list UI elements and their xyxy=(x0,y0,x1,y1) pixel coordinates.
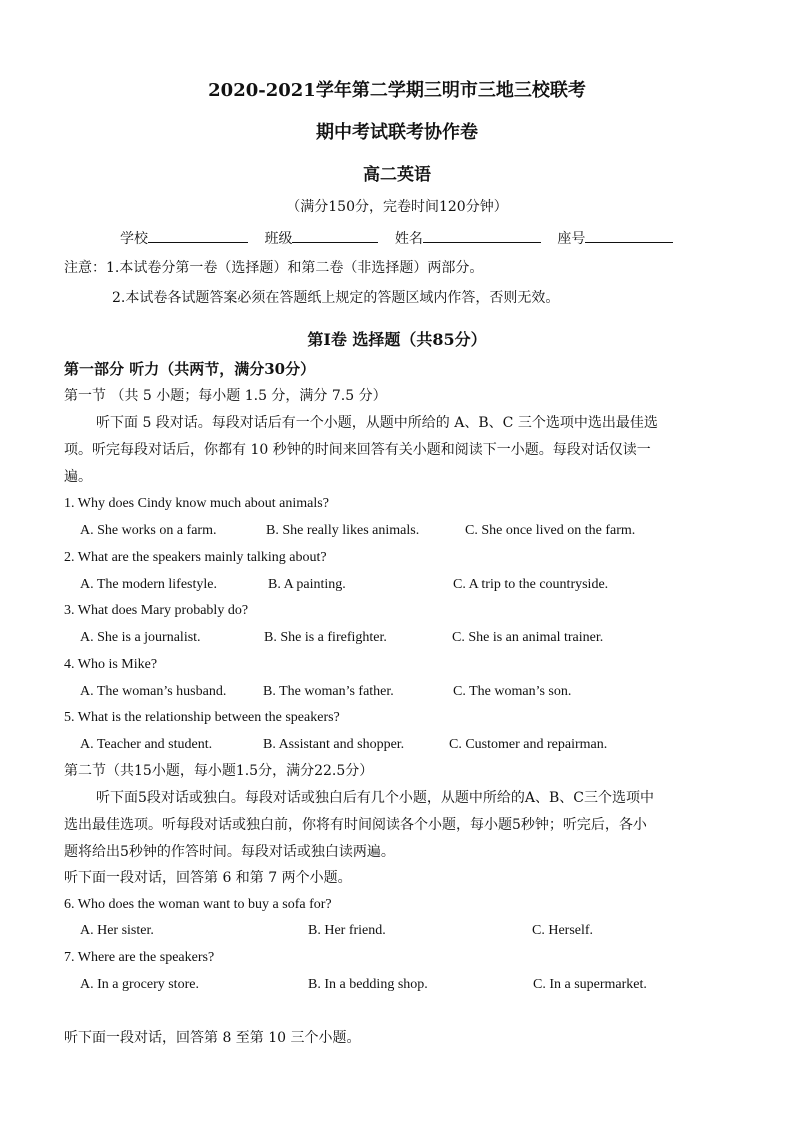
sec2-instruction-1: 听下面5段对话或独白。每段对话或独白后有几个小题，从题中所给的A、B、C三个选项中 xyxy=(96,790,655,806)
q6-option-a: A. Her sister. xyxy=(80,923,154,938)
sec1-instruction-2: 项。听完每段对话后，你都有 10 秒钟的时间来回答有关小题和阅读下一小题。每段对话仅读一 xyxy=(64,442,651,458)
q5-option-b: B. Assistant and shopper. xyxy=(263,737,405,752)
section-title: 第Ⅰ卷 选择题（共85分） xyxy=(307,330,487,349)
group-instruction-6-7: 听下面一段对话，回答第 6 和第 7 两个小题。 xyxy=(64,870,352,886)
sec1-instruction-3: 遍。 xyxy=(64,469,92,485)
subject-title: 高二英语 xyxy=(363,165,431,185)
q3-option-c: C. She is an animal trainer. xyxy=(452,630,604,645)
q6-option-c: C. Herself. xyxy=(532,923,594,938)
q1-option-a: A. She works on a farm. xyxy=(80,523,217,538)
q7-option-a: A. In a grocery store. xyxy=(80,977,199,992)
q5-option-c: C. Customer and repairman. xyxy=(449,737,608,752)
q7-option-c: C. In a supermarket. xyxy=(533,977,647,992)
name-blank[interactable] xyxy=(423,228,541,243)
q2-option-b: B. A painting. xyxy=(268,577,346,592)
q2-option-c: C. A trip to the countryside. xyxy=(453,577,609,592)
note-1: 注意：1.本试卷分第一卷（选择题）和第二卷（非选择题）两部分。 xyxy=(64,260,484,276)
field-label-seat: 座号 xyxy=(557,231,586,247)
q4-option-c: C. The woman’s son. xyxy=(453,684,572,699)
score-time-note: （满分150分，完卷时间120分钟） xyxy=(286,199,508,215)
q3-option-a: A. She is a journalist. xyxy=(80,630,201,645)
sec1-title: 第一节 （共 5 小题；每小题 1.5 分，满分 7.5 分） xyxy=(64,388,387,404)
q3-option-b: B. She is a firefighter. xyxy=(264,630,387,645)
exam-title: 2020-2021学年第二学期三明市三地三校联考 xyxy=(208,80,586,101)
sec2-instruction-2: 选出最佳选项。听每段对话或独白前，你将有时间阅读各个小题，每小题5秒钟；听完后，各小 xyxy=(64,817,647,833)
exam-subtitle: 期中考试联考协作卷 xyxy=(316,122,478,143)
q1-option-b: B. She really likes animals. xyxy=(266,523,420,538)
sec1-instruction-1: 听下面 5 段对话。每段对话后有一个小题，从题中所给的 A、B、C 三个选项中选出最佳选 xyxy=(96,415,658,431)
field-label-school: 学校 xyxy=(120,231,148,247)
school-blank[interactable] xyxy=(148,228,248,243)
part1-title: 第一部分 听力（共两节，满分30分） xyxy=(64,360,316,378)
student-info-line xyxy=(120,228,685,248)
question-1: 1. Why does Cindy know much about animals? xyxy=(64,496,329,511)
question-7: 7. Where are the speakers? xyxy=(64,950,215,965)
q7-option-b: B. In a bedding shop. xyxy=(308,977,428,992)
class-blank[interactable] xyxy=(292,228,378,243)
field-label-class: 班级 xyxy=(264,231,293,247)
q6-option-b: B. Her friend. xyxy=(308,923,386,938)
question-3: 3. What does Mary probably do? xyxy=(64,603,249,618)
sec2-title: 第二节（共15小题，每小题1.5分，满分22.5分） xyxy=(64,763,374,779)
question-4: 4. Who is Mike? xyxy=(64,657,158,672)
sec2-instruction-3: 题将给出5秒钟的作答时间。每段对话或独白读两遍。 xyxy=(64,844,395,860)
group-instruction-8-10: 听下面一段对话，回答第 8 至第 10 三个小题。 xyxy=(64,1030,361,1046)
q4-option-a: A. The woman’s husband. xyxy=(80,684,227,699)
q1-option-c: C. She once lived on the farm. xyxy=(465,523,636,538)
note-2: 2.本试卷各试题答案必须在答题纸上规定的答题区域内作答，否则无效。 xyxy=(112,290,560,306)
question-2: 2. What are the speakers mainly talking about? xyxy=(64,550,327,565)
seat-blank[interactable] xyxy=(585,228,673,243)
question-6: 6. Who does the woman want to buy a sofa for? xyxy=(64,897,332,912)
question-5: 5. What is the relationship between the speakers? xyxy=(64,710,340,725)
q5-option-a: A. Teacher and student. xyxy=(80,737,213,752)
q4-option-b: B. The woman’s father. xyxy=(263,684,394,699)
q2-option-a: A. The modern lifestyle. xyxy=(80,577,217,592)
field-label-name: 姓名 xyxy=(394,231,423,247)
